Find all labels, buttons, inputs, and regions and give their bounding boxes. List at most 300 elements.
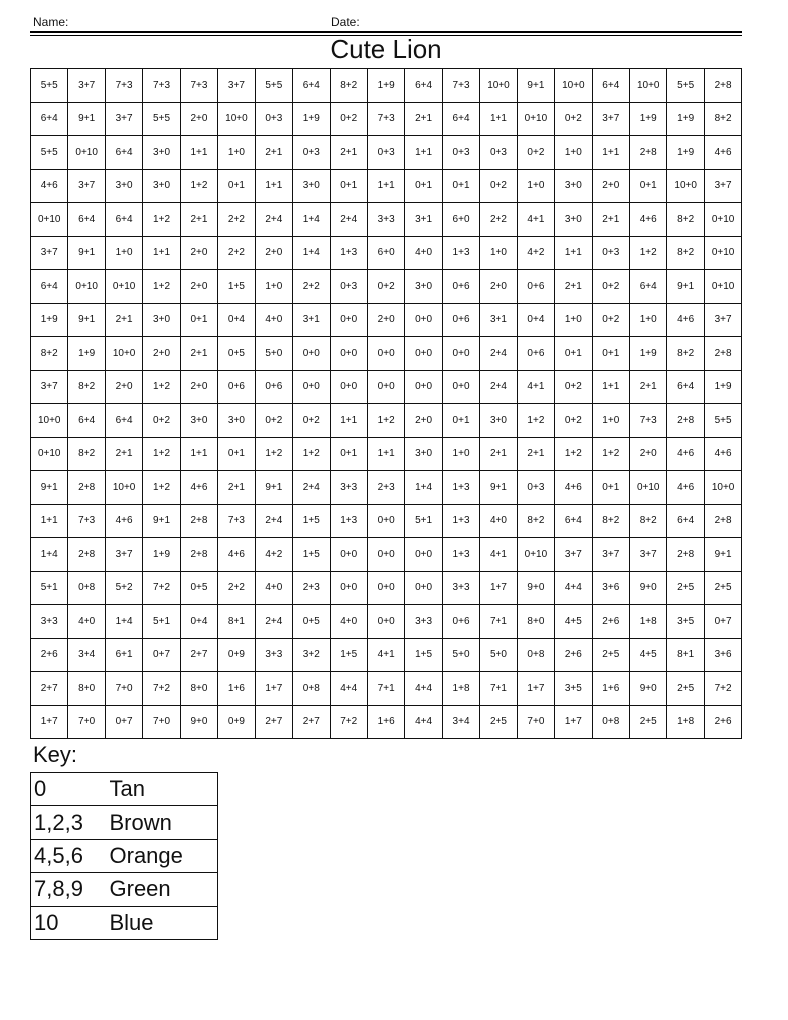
grid-cell: 2+1 [555, 270, 592, 304]
grid-cell: 9+1 [68, 102, 105, 136]
grid-cell: 0+0 [442, 337, 479, 371]
grid-cell: 3+3 [405, 605, 442, 639]
grid-cell: 2+0 [180, 370, 217, 404]
grid-cell: 10+0 [105, 471, 142, 505]
grid-cell: 0+2 [480, 169, 517, 203]
grid-cell: 1+3 [442, 504, 479, 538]
grid-cell: 0+2 [592, 270, 629, 304]
grid-cell: 2+0 [592, 169, 629, 203]
name-label: Name: [33, 15, 69, 29]
grid-cell: 8+2 [667, 203, 704, 237]
grid-cell: 3+0 [555, 203, 592, 237]
grid-cell: 4+1 [367, 638, 404, 672]
grid-cell: 0+1 [180, 303, 217, 337]
grid-cell: 9+1 [68, 303, 105, 337]
grid-cell: 0+4 [517, 303, 554, 337]
grid-cell: 1+9 [630, 337, 667, 371]
grid-cell: 0+1 [630, 169, 667, 203]
grid-cell: 0+2 [143, 404, 180, 438]
grid-cell: 1+0 [255, 270, 292, 304]
grid-row [31, 437, 742, 471]
grid-cell: 1+7 [480, 571, 517, 605]
grid-cell: 1+1 [367, 437, 404, 471]
grid-cell: 4+6 [667, 471, 704, 505]
grid-row [31, 370, 742, 404]
grid-cell: 1+7 [517, 672, 554, 706]
grid-cell: 0+9 [218, 638, 255, 672]
grid-cell: 7+3 [630, 404, 667, 438]
grid-row [31, 672, 742, 706]
grid-cell: 1+9 [143, 538, 180, 572]
grid-cell: 1+2 [143, 471, 180, 505]
grid-cell: 1+8 [442, 672, 479, 706]
grid-cell: 0+1 [442, 404, 479, 438]
grid-cell: 6+4 [667, 504, 704, 538]
grid-cell: 5+5 [31, 136, 68, 170]
grid-cell: 2+4 [480, 337, 517, 371]
grid-cell: 1+5 [405, 638, 442, 672]
grid-cell: 3+3 [442, 571, 479, 605]
grid-cell: 1+7 [255, 672, 292, 706]
grid-cell: 6+4 [31, 102, 68, 136]
grid-row [31, 303, 742, 337]
grid-cell: 6+4 [442, 102, 479, 136]
color-by-number-grid [30, 68, 742, 739]
grid-cell: 9+1 [68, 236, 105, 270]
grid-cell: 1+6 [367, 705, 404, 739]
key-color: Green [107, 873, 218, 906]
grid-cell: 2+8 [704, 69, 741, 103]
grid-cell: 5+5 [143, 102, 180, 136]
grid-cell: 8+2 [630, 504, 667, 538]
grid-cell: 5+1 [405, 504, 442, 538]
grid-row [31, 571, 742, 605]
grid-cell: 0+3 [330, 270, 367, 304]
grid-cell: 1+1 [143, 236, 180, 270]
grid-cell: 9+1 [480, 471, 517, 505]
grid-cell: 2+6 [592, 605, 629, 639]
grid-cell: 1+1 [31, 504, 68, 538]
grid-cell: 7+3 [105, 69, 142, 103]
grid-row [31, 236, 742, 270]
grid-cell: 0+0 [367, 337, 404, 371]
grid-cell: 4+6 [630, 203, 667, 237]
grid-cell: 1+2 [180, 169, 217, 203]
grid-cell: 0+2 [293, 404, 330, 438]
grid-cell: 7+3 [218, 504, 255, 538]
grid-cell: 0+7 [704, 605, 741, 639]
grid-cell: 3+0 [218, 404, 255, 438]
grid-cell: 2+1 [255, 136, 292, 170]
grid-cell: 1+2 [555, 437, 592, 471]
grid-cell: 0+10 [31, 203, 68, 237]
grid-cell: 3+7 [630, 538, 667, 572]
grid-cell: 7+3 [143, 69, 180, 103]
grid-cell: 0+2 [517, 136, 554, 170]
grid-cell: 2+6 [704, 705, 741, 739]
grid-cell: 7+3 [442, 69, 479, 103]
grid-cell: 0+1 [218, 437, 255, 471]
grid-cell: 2+5 [630, 705, 667, 739]
grid-cell: 1+0 [442, 437, 479, 471]
grid-cell: 2+1 [218, 471, 255, 505]
grid-cell: 4+6 [180, 471, 217, 505]
grid-cell: 8+2 [68, 370, 105, 404]
grid-cell: 0+3 [367, 136, 404, 170]
grid-cell: 6+4 [630, 270, 667, 304]
grid-cell: 7+0 [105, 672, 142, 706]
grid-cell: 4+6 [555, 471, 592, 505]
grid-cell: 10+0 [704, 471, 741, 505]
grid-cell: 0+0 [367, 605, 404, 639]
grid-cell: 0+0 [330, 303, 367, 337]
grid-cell: 3+7 [31, 236, 68, 270]
grid-cell: 0+1 [330, 169, 367, 203]
grid-cell: 0+7 [143, 638, 180, 672]
grid-cell: 4+2 [255, 538, 292, 572]
grid-cell: 2+2 [218, 571, 255, 605]
grid-cell: 0+2 [555, 404, 592, 438]
grid-cell: 2+0 [180, 236, 217, 270]
grid-cell: 1+4 [405, 471, 442, 505]
grid-cell: 0+1 [218, 169, 255, 203]
grid-cell: 3+3 [255, 638, 292, 672]
grid-cell: 3+0 [405, 270, 442, 304]
grid-cell: 0+10 [68, 136, 105, 170]
grid-cell: 9+1 [704, 538, 741, 572]
grid-cell: 3+3 [367, 203, 404, 237]
grid-cell: 7+2 [143, 571, 180, 605]
grid-cell: 2+1 [180, 337, 217, 371]
grid-cell: 0+3 [442, 136, 479, 170]
key-values: 7,8,9 [31, 873, 107, 906]
grid-cell: 1+1 [180, 437, 217, 471]
grid-cell: 0+1 [592, 471, 629, 505]
grid-cell: 1+1 [592, 370, 629, 404]
grid-cell: 9+1 [517, 69, 554, 103]
grid-cell: 5+5 [667, 69, 704, 103]
grid-cell: 3+0 [180, 404, 217, 438]
grid-cell: 1+1 [367, 169, 404, 203]
grid-cell: 8+0 [68, 672, 105, 706]
grid-cell: 4+6 [31, 169, 68, 203]
grid-cell: 0+10 [105, 270, 142, 304]
grid-cell: 10+0 [667, 169, 704, 203]
grid-cell: 4+2 [517, 236, 554, 270]
grid-cell: 0+0 [293, 370, 330, 404]
grid-cell: 0+0 [367, 504, 404, 538]
grid-cell: 1+2 [517, 404, 554, 438]
grid-cell: 8+2 [330, 69, 367, 103]
grid-cell: 1+1 [180, 136, 217, 170]
grid-cell: 4+0 [255, 303, 292, 337]
grid-cell: 0+0 [405, 337, 442, 371]
grid-row [31, 471, 742, 505]
grid-cell: 3+7 [704, 169, 741, 203]
grid-cell: 0+6 [255, 370, 292, 404]
grid-cell: 4+0 [255, 571, 292, 605]
grid-cell: 3+0 [143, 303, 180, 337]
grid-cell: 6+4 [667, 370, 704, 404]
grid-cell: 8+1 [667, 638, 704, 672]
grid-cell: 1+9 [630, 102, 667, 136]
grid-cell: 0+10 [704, 236, 741, 270]
grid-cell: 0+1 [442, 169, 479, 203]
grid-cell: 10+0 [105, 337, 142, 371]
grid-cell: 1+8 [667, 705, 704, 739]
grid-cell: 3+3 [31, 605, 68, 639]
grid-cell: 4+5 [630, 638, 667, 672]
grid-cell: 4+0 [405, 236, 442, 270]
grid-cell: 2+5 [592, 638, 629, 672]
grid-cell: 0+0 [405, 538, 442, 572]
grid-cell: 3+0 [105, 169, 142, 203]
grid-cell: 2+2 [218, 203, 255, 237]
grid-cell: 0+2 [555, 102, 592, 136]
grid-cell: 1+0 [555, 303, 592, 337]
grid-cell: 2+2 [480, 203, 517, 237]
grid-cell: 2+8 [180, 538, 217, 572]
grid-cell: 0+0 [367, 370, 404, 404]
grid-cell: 3+7 [555, 538, 592, 572]
grid-cell: 2+7 [31, 672, 68, 706]
grid-cell: 1+5 [293, 504, 330, 538]
grid-cell: 1+3 [442, 471, 479, 505]
grid-cell: 1+3 [442, 236, 479, 270]
grid-cell: 0+8 [592, 705, 629, 739]
grid-cell: 2+0 [180, 102, 217, 136]
grid-cell: 2+4 [255, 203, 292, 237]
grid-cell: 1+1 [555, 236, 592, 270]
grid-cell: 1+2 [143, 270, 180, 304]
grid-cell: 3+2 [293, 638, 330, 672]
grid-cell: 1+6 [218, 672, 255, 706]
grid-cell: 6+0 [442, 203, 479, 237]
grid-cell: 4+1 [480, 538, 517, 572]
grid-cell: 7+3 [180, 69, 217, 103]
grid-cell: 8+2 [68, 437, 105, 471]
grid-cell: 0+2 [330, 102, 367, 136]
grid-cell: 0+5 [180, 571, 217, 605]
grid-cell: 2+7 [180, 638, 217, 672]
grid-cell: 10+0 [480, 69, 517, 103]
grid-cell: 2+1 [405, 102, 442, 136]
grid-cell: 3+0 [143, 169, 180, 203]
grid-cell: 6+1 [105, 638, 142, 672]
grid-cell: 0+10 [517, 538, 554, 572]
grid-cell: 5+0 [480, 638, 517, 672]
grid-cell: 0+0 [330, 538, 367, 572]
grid-cell: 0+0 [405, 370, 442, 404]
grid-cell: 0+6 [442, 303, 479, 337]
grid-cell: 2+2 [293, 270, 330, 304]
grid-row [31, 504, 742, 538]
grid-cell: 7+2 [704, 672, 741, 706]
grid-cell: 2+4 [293, 471, 330, 505]
grid-cell: 3+7 [218, 69, 255, 103]
grid-row [31, 605, 742, 639]
grid-cell: 2+8 [667, 404, 704, 438]
grid-cell: 0+3 [293, 136, 330, 170]
grid-cell: 6+4 [105, 203, 142, 237]
grid-cell: 2+5 [667, 672, 704, 706]
grid-cell: 5+1 [31, 571, 68, 605]
grid-row [31, 270, 742, 304]
grid-cell: 4+0 [68, 605, 105, 639]
grid-cell: 7+3 [68, 504, 105, 538]
grid-cell: 0+3 [517, 471, 554, 505]
grid-cell: 1+9 [293, 102, 330, 136]
grid-cell: 3+1 [293, 303, 330, 337]
key-row [31, 906, 218, 939]
key-color: Tan [107, 773, 218, 806]
grid-cell: 2+1 [480, 437, 517, 471]
grid-cell: 1+1 [592, 136, 629, 170]
grid-cell: 3+1 [480, 303, 517, 337]
grid-cell: 2+0 [180, 270, 217, 304]
grid-cell: 1+7 [555, 705, 592, 739]
grid-cell: 4+0 [330, 605, 367, 639]
grid-cell: 1+0 [555, 136, 592, 170]
key-row [31, 806, 218, 839]
grid-cell: 2+1 [630, 370, 667, 404]
grid-cell: 10+0 [630, 69, 667, 103]
grid-cell: 7+0 [143, 705, 180, 739]
grid-cell: 5+0 [255, 337, 292, 371]
grid-cell: 3+7 [592, 102, 629, 136]
grid-cell: 1+1 [255, 169, 292, 203]
grid-cell: 0+2 [592, 303, 629, 337]
grid-cell: 1+4 [293, 236, 330, 270]
grid-cell: 4+5 [555, 605, 592, 639]
grid-cell: 1+9 [704, 370, 741, 404]
grid-cell: 3+3 [330, 471, 367, 505]
grid-cell: 0+10 [68, 270, 105, 304]
grid-cell: 3+7 [592, 538, 629, 572]
grid-cell: 0+8 [293, 672, 330, 706]
grid-cell: 7+3 [367, 102, 404, 136]
grid-cell: 1+5 [218, 270, 255, 304]
grid-cell: 1+4 [105, 605, 142, 639]
grid-cell: 7+1 [480, 672, 517, 706]
grid-cell: 6+4 [68, 404, 105, 438]
grid-cell: 2+1 [180, 203, 217, 237]
grid-cell: 0+0 [405, 303, 442, 337]
grid-cell: 1+0 [630, 303, 667, 337]
grid-cell: 6+4 [405, 69, 442, 103]
grid-cell: 2+2 [218, 236, 255, 270]
grid-cell: 0+2 [555, 370, 592, 404]
grid-cell: 2+7 [255, 705, 292, 739]
grid-cell: 4+1 [517, 370, 554, 404]
grid-cell: 2+8 [68, 538, 105, 572]
grid-cell: 1+0 [480, 236, 517, 270]
grid-cell: 0+10 [704, 203, 741, 237]
grid-cell: 0+6 [218, 370, 255, 404]
grid-cell: 1+4 [293, 203, 330, 237]
grid-cell: 0+1 [405, 169, 442, 203]
grid-cell: 2+8 [180, 504, 217, 538]
grid-cell: 6+4 [68, 203, 105, 237]
grid-cell: 1+5 [293, 538, 330, 572]
grid-cell: 0+8 [68, 571, 105, 605]
grid-cell: 7+2 [143, 672, 180, 706]
grid-cell: 3+7 [105, 538, 142, 572]
grid-cell: 0+4 [218, 303, 255, 337]
grid-cell: 0+3 [592, 236, 629, 270]
grid-cell: 0+7 [105, 705, 142, 739]
grid-cell: 7+1 [480, 605, 517, 639]
grid-cell: 4+0 [480, 504, 517, 538]
grid-cell: 1+9 [68, 337, 105, 371]
grid-cell: 0+8 [517, 638, 554, 672]
grid-cell: 6+4 [592, 69, 629, 103]
grid-cell: 3+7 [68, 169, 105, 203]
key-values: 10 [31, 906, 107, 939]
grid-cell: 7+1 [367, 672, 404, 706]
grid-cell: 0+0 [330, 370, 367, 404]
grid-cell: 1+0 [592, 404, 629, 438]
grid-cell: 0+0 [367, 571, 404, 605]
grid-cell: 9+0 [630, 571, 667, 605]
grid-cell: 8+2 [667, 337, 704, 371]
grid-cell: 3+6 [592, 571, 629, 605]
grid-cell: 2+7 [293, 705, 330, 739]
grid-cell: 8+0 [517, 605, 554, 639]
grid-cell: 1+6 [592, 672, 629, 706]
grid-cell: 1+2 [592, 437, 629, 471]
date-label: Date: [331, 15, 360, 29]
grid-cell: 5+2 [105, 571, 142, 605]
grid-cell: 2+1 [517, 437, 554, 471]
grid-cell: 0+0 [330, 337, 367, 371]
grid-cell: 6+4 [105, 136, 142, 170]
grid-cell: 0+10 [704, 270, 741, 304]
grid-cell: 1+3 [330, 504, 367, 538]
grid-cell: 2+1 [105, 437, 142, 471]
grid-cell: 1+5 [330, 638, 367, 672]
grid-cell: 0+5 [218, 337, 255, 371]
grid-row [31, 337, 742, 371]
grid-cell: 2+0 [255, 236, 292, 270]
grid-cell: 3+5 [667, 605, 704, 639]
grid-cell: 6+4 [31, 270, 68, 304]
grid-cell: 3+1 [405, 203, 442, 237]
key-row [31, 839, 218, 872]
grid-cell: 2+4 [330, 203, 367, 237]
grid-cell: 2+8 [68, 471, 105, 505]
grid-cell: 1+9 [667, 136, 704, 170]
page-title: Cute Lion [330, 34, 442, 64]
grid-cell: 8+0 [180, 672, 217, 706]
key-row [31, 773, 218, 806]
grid-cell: 10+0 [31, 404, 68, 438]
grid-cell: 4+4 [405, 705, 442, 739]
grid-cell: 8+2 [592, 504, 629, 538]
grid-cell: 5+5 [31, 69, 68, 103]
grid-cell: 3+5 [555, 672, 592, 706]
grid-cell: 2+1 [592, 203, 629, 237]
grid-row [31, 705, 742, 739]
grid-cell: 9+1 [31, 471, 68, 505]
grid-cell: 1+2 [293, 437, 330, 471]
grid-cell: 3+6 [704, 638, 741, 672]
grid-cell: 0+3 [255, 102, 292, 136]
grid-cell: 2+4 [255, 605, 292, 639]
grid-cell: 0+0 [293, 337, 330, 371]
grid-cell: 6+4 [105, 404, 142, 438]
grid-cell: 2+4 [480, 370, 517, 404]
